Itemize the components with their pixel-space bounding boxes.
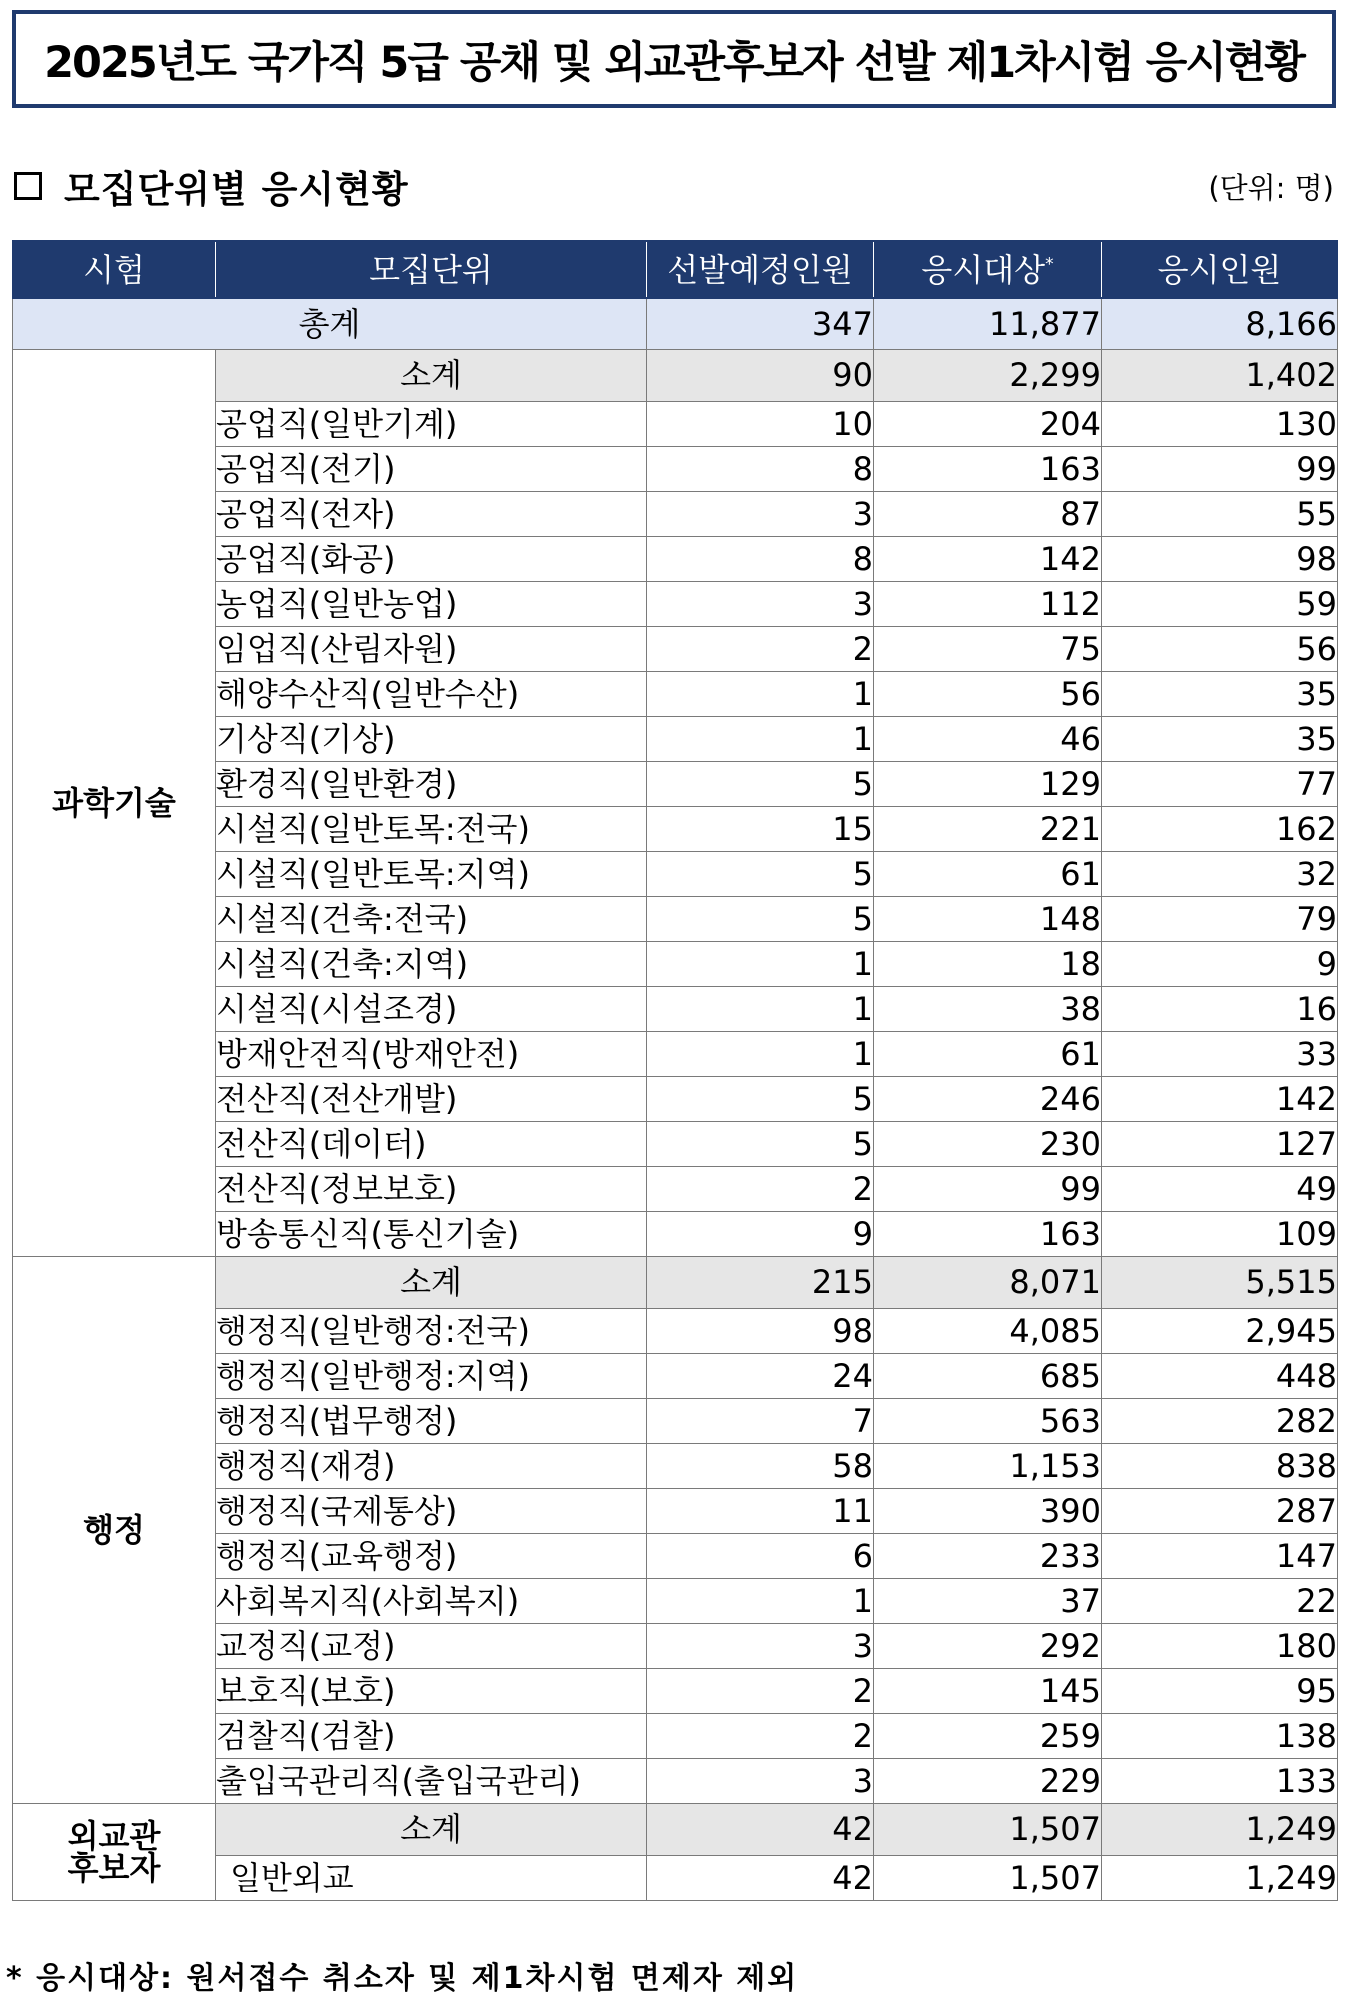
unit-name: 출입국관리직(출입국관리): [216, 1758, 647, 1803]
planned-count: 1: [647, 671, 874, 716]
eligible-count: 61: [874, 851, 1102, 896]
eligible-count: 18: [874, 941, 1102, 986]
unit-name: 전산직(정보보호): [216, 1166, 647, 1211]
unit-name: 전산직(전산개발): [216, 1076, 647, 1121]
planned-count: 10: [647, 401, 874, 446]
planned-count: 3: [647, 491, 874, 536]
total-applicants: 8,166: [1102, 298, 1338, 349]
applicant-count: 138: [1102, 1713, 1338, 1758]
unit-name: 행정직(법무행정): [216, 1398, 647, 1443]
unit-name: 농업직(일반농업): [216, 581, 647, 626]
planned-count: 98: [647, 1308, 874, 1353]
planned-count: 11: [647, 1488, 874, 1533]
unit-name: 임업직(산림자원): [216, 626, 647, 671]
planned-count: 5: [647, 761, 874, 806]
unit-name: 공업직(화공): [216, 536, 647, 581]
unit-name: 시설직(시설조경): [216, 986, 647, 1031]
footnote-mark: *: [1045, 253, 1054, 274]
planned-count: 2: [647, 1668, 874, 1713]
eligible-count: 75: [874, 626, 1102, 671]
header-unit: 모집단위: [216, 241, 647, 298]
applicant-count: 49: [1102, 1166, 1338, 1211]
group-label-line1: 외교관: [67, 1816, 161, 1855]
applicant-count: 838: [1102, 1443, 1338, 1488]
subtotal-eligible: 1,507: [874, 1803, 1102, 1855]
eligible-count: 221: [874, 806, 1102, 851]
eligible-count: 246: [874, 1076, 1102, 1121]
planned-count: 8: [647, 446, 874, 491]
unit-name: 공업직(전기): [216, 446, 647, 491]
applicant-count: 98: [1102, 536, 1338, 581]
eligible-count: 4,085: [874, 1308, 1102, 1353]
applicant-count: 56: [1102, 626, 1338, 671]
unit-name: 교정직(교정): [216, 1623, 647, 1668]
unit-name: 시설직(일반토목:지역): [216, 851, 647, 896]
applicant-count: 130: [1102, 401, 1338, 446]
eligible-count: 233: [874, 1533, 1102, 1578]
footnote: * 응시대상: 원서접수 취소자 및 제1차시험 면제자 제외: [6, 1961, 799, 1996]
applicant-count: 448: [1102, 1353, 1338, 1398]
applicant-count: 33: [1102, 1031, 1338, 1076]
applicant-count: 35: [1102, 671, 1338, 716]
page-title: 2025년도 국가직 5급 공채 및 외교관후보자 선발 제1차시험 응시현황: [44, 37, 1304, 88]
subtotal-applicants: 1,402: [1102, 349, 1338, 401]
header-exam: 시험: [13, 241, 216, 298]
eligible-count: 148: [874, 896, 1102, 941]
eligible-count: 1,153: [874, 1443, 1102, 1488]
applicant-count: 59: [1102, 581, 1338, 626]
subtotal-eligible: 8,071: [874, 1256, 1102, 1308]
applicant-status-table: [12, 240, 1338, 1901]
planned-count: 7: [647, 1398, 874, 1443]
unit-name: 시설직(건축:지역): [216, 941, 647, 986]
eligible-count: 390: [874, 1488, 1102, 1533]
planned-count: 5: [647, 851, 874, 896]
total-planned: 347: [647, 298, 874, 349]
applicant-count: 147: [1102, 1533, 1338, 1578]
eligible-count: 163: [874, 446, 1102, 491]
applicant-count: 2,945: [1102, 1308, 1338, 1353]
eligible-count: 292: [874, 1623, 1102, 1668]
planned-count: 9: [647, 1211, 874, 1256]
group-label: [13, 1803, 216, 1900]
planned-count: 3: [647, 1623, 874, 1668]
eligible-count: 142: [874, 536, 1102, 581]
table-body: [13, 298, 1338, 1900]
header-applicants: 응시인원: [1102, 241, 1338, 298]
eligible-count: 61: [874, 1031, 1102, 1076]
planned-count: 5: [647, 1121, 874, 1166]
subtotal-row: [13, 349, 1338, 401]
planned-count: 42: [647, 1855, 874, 1900]
total-eligible: 11,877: [874, 298, 1102, 349]
applicant-count: 109: [1102, 1211, 1338, 1256]
unit-name: 행정직(재경): [216, 1443, 647, 1488]
subtotal-planned: 42: [647, 1803, 874, 1855]
eligible-count: 99: [874, 1166, 1102, 1211]
unit-name: 일반외교: [216, 1855, 647, 1900]
eligible-count: 129: [874, 761, 1102, 806]
unit-name: 기상직(기상): [216, 716, 647, 761]
eligible-count: 145: [874, 1668, 1102, 1713]
planned-count: 1: [647, 1031, 874, 1076]
subtotal-eligible: 2,299: [874, 349, 1102, 401]
eligible-count: 563: [874, 1398, 1102, 1443]
unit-name: 검찰직(검찰): [216, 1713, 647, 1758]
unit-name: 시설직(건축:전국): [216, 896, 647, 941]
planned-count: 3: [647, 581, 874, 626]
applicant-count: 79: [1102, 896, 1338, 941]
eligible-count: 46: [874, 716, 1102, 761]
subtotal-applicants: 5,515: [1102, 1256, 1338, 1308]
unit-name: 행정직(일반행정:전국): [216, 1308, 647, 1353]
applicant-count: 282: [1102, 1398, 1338, 1443]
unit-name: 보호직(보호): [216, 1668, 647, 1713]
title-box: [12, 10, 1336, 108]
subtotal-row: [13, 1256, 1338, 1308]
planned-count: 24: [647, 1353, 874, 1398]
unit-note: (단위: 명): [1208, 170, 1334, 205]
unit-name: 전산직(데이터): [216, 1121, 647, 1166]
subtotal-row: [13, 1803, 1338, 1855]
applicant-count: 142: [1102, 1076, 1338, 1121]
eligible-count: 38: [874, 986, 1102, 1031]
eligible-count: 112: [874, 581, 1102, 626]
applicant-count: 16: [1102, 986, 1338, 1031]
applicant-count: 22: [1102, 1578, 1338, 1623]
planned-count: 2: [647, 626, 874, 671]
applicant-count: 35: [1102, 716, 1338, 761]
eligible-count: 229: [874, 1758, 1102, 1803]
section-header: [12, 158, 1336, 214]
applicant-count: 9: [1102, 941, 1338, 986]
planned-count: 58: [647, 1443, 874, 1488]
group-label: 행정: [13, 1256, 216, 1803]
subtotal-label: 소계: [216, 1256, 647, 1308]
planned-count: 8: [647, 536, 874, 581]
applicant-count: 127: [1102, 1121, 1338, 1166]
eligible-count: 685: [874, 1353, 1102, 1398]
unit-name: 방송통신직(통신기술): [216, 1211, 647, 1256]
applicant-count: 1,249: [1102, 1855, 1338, 1900]
eligible-count: 230: [874, 1121, 1102, 1166]
planned-count: 5: [647, 1076, 874, 1121]
planned-count: 3: [647, 1758, 874, 1803]
unit-name: 해양수산직(일반수산): [216, 671, 647, 716]
section-title: 모집단위별 응시현황: [64, 168, 409, 211]
subtotal-applicants: 1,249: [1102, 1803, 1338, 1855]
header-eligible-label: 응시대상: [921, 250, 1046, 289]
total-row: [13, 298, 1338, 349]
eligible-count: 1,507: [874, 1855, 1102, 1900]
planned-count: 1: [647, 986, 874, 1031]
subtotal-label: 소계: [216, 349, 647, 401]
unit-name: 행정직(일반행정:지역): [216, 1353, 647, 1398]
planned-count: 1: [647, 1578, 874, 1623]
planned-count: 5: [647, 896, 874, 941]
eligible-count: 163: [874, 1211, 1102, 1256]
applicant-count: 55: [1102, 491, 1338, 536]
planned-count: 1: [647, 941, 874, 986]
unit-name: 행정직(국제통상): [216, 1488, 647, 1533]
planned-count: 15: [647, 806, 874, 851]
planned-count: 2: [647, 1166, 874, 1211]
subtotal-planned: 90: [647, 349, 874, 401]
header-eligible: [874, 241, 1102, 298]
planned-count: 1: [647, 716, 874, 761]
unit-name: 환경직(일반환경): [216, 761, 647, 806]
group-label: 과학기술: [13, 349, 216, 1256]
applicant-count: 99: [1102, 446, 1338, 491]
unit-name: 방재안전직(방재안전): [216, 1031, 647, 1076]
applicant-count: 287: [1102, 1488, 1338, 1533]
planned-count: 6: [647, 1533, 874, 1578]
applicant-count: 180: [1102, 1623, 1338, 1668]
subtotal-label: 소계: [216, 1803, 647, 1855]
group-label-line2: 후보자: [67, 1848, 161, 1887]
subtotal-planned: 215: [647, 1256, 874, 1308]
unit-name: 공업직(일반기계): [216, 401, 647, 446]
total-label: 총계: [13, 298, 647, 349]
applicant-count: 32: [1102, 851, 1338, 896]
eligible-count: 37: [874, 1578, 1102, 1623]
unit-name: 공업직(전자): [216, 491, 647, 536]
eligible-count: 87: [874, 491, 1102, 536]
unit-name: 사회복지직(사회복지): [216, 1578, 647, 1623]
applicant-count: 95: [1102, 1668, 1338, 1713]
planned-count: 2: [647, 1713, 874, 1758]
eligible-count: 56: [874, 671, 1102, 716]
applicant-count: 77: [1102, 761, 1338, 806]
section-heading: [12, 159, 409, 213]
header-planned: 선발예정인원: [647, 241, 874, 298]
table-header-row: [13, 241, 1338, 298]
eligible-count: 204: [874, 401, 1102, 446]
applicant-count: 162: [1102, 806, 1338, 851]
applicant-count: 133: [1102, 1758, 1338, 1803]
unit-name: 행정직(교육행정): [216, 1533, 647, 1578]
unit-name: 시설직(일반토목:전국): [216, 806, 647, 851]
eligible-count: 259: [874, 1713, 1102, 1758]
square-bullet-icon: [14, 172, 42, 200]
